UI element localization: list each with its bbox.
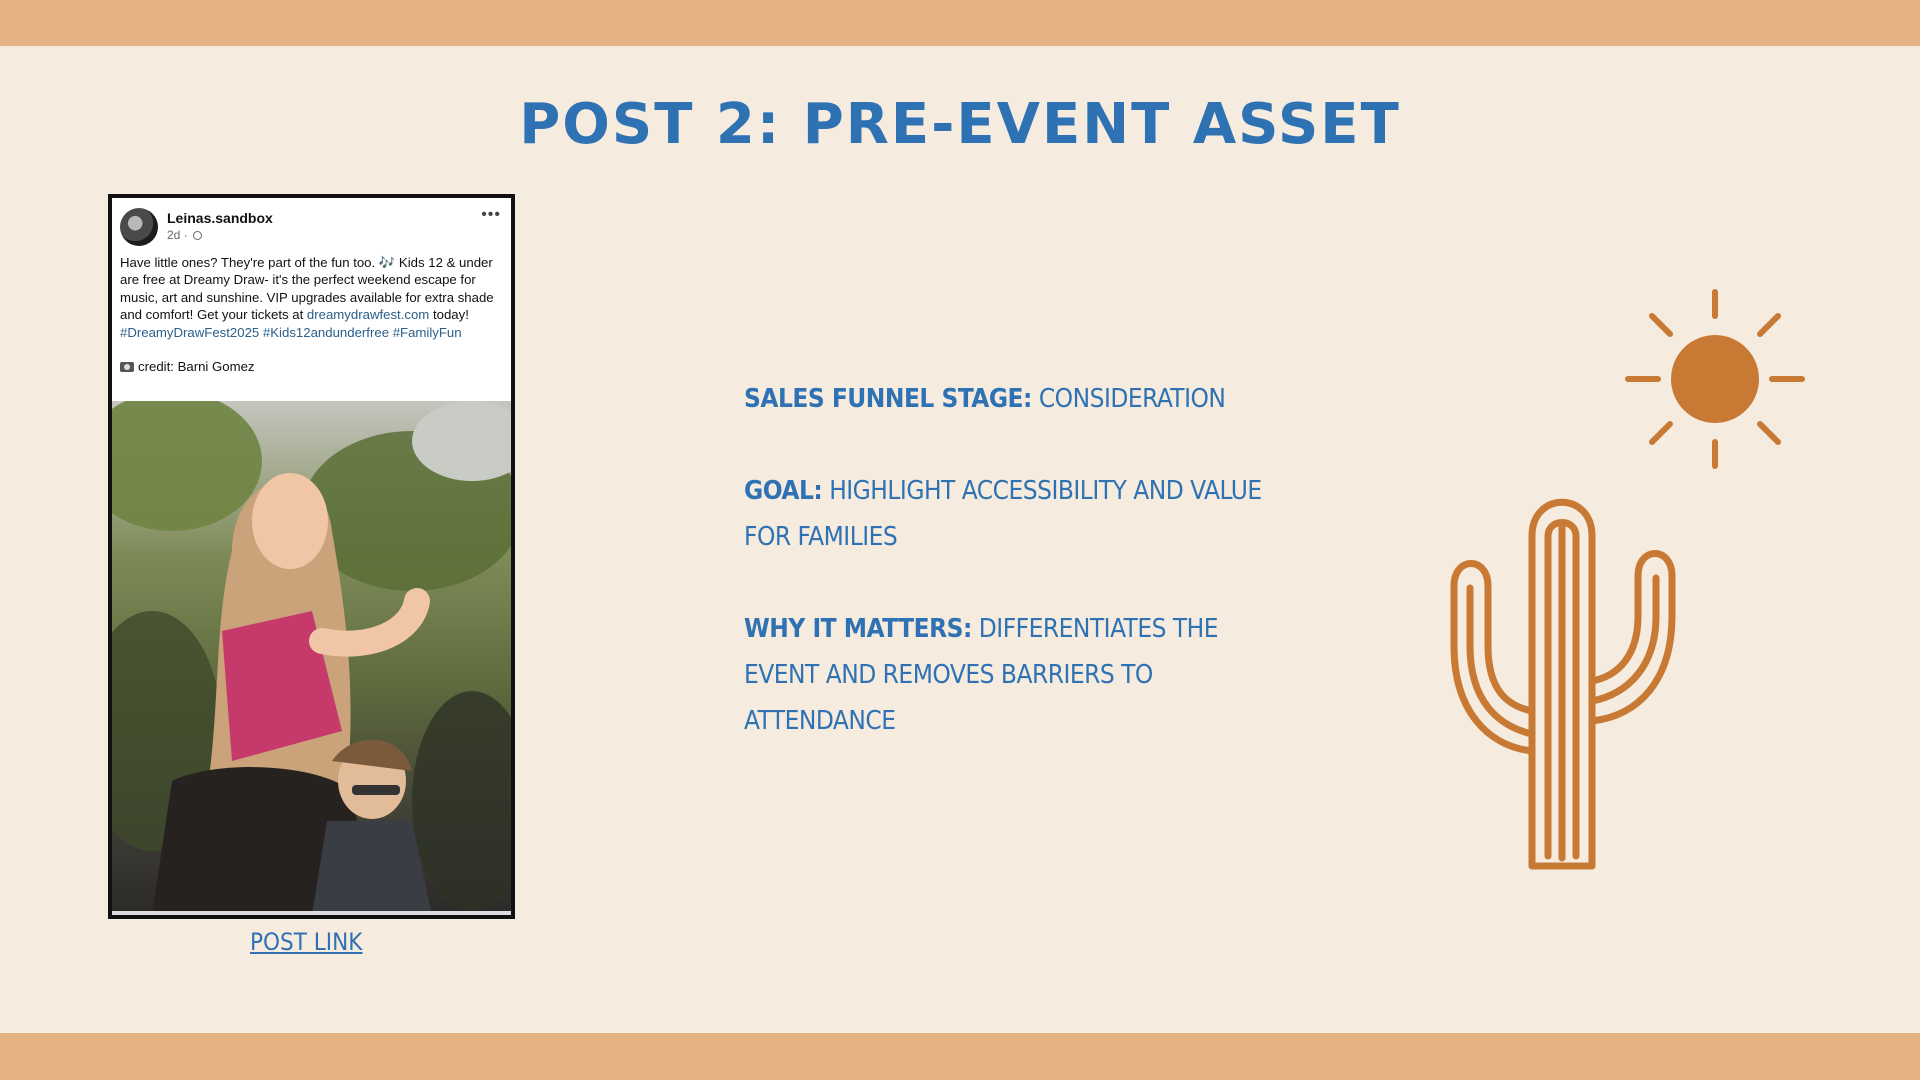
cactus-icon [1448, 496, 1678, 870]
post-username[interactable]: Leinas.sandbox [167, 210, 273, 226]
sales-funnel-stage-value: CONSIDERATION [1038, 384, 1226, 414]
credit-text: credit: Barni Gomez [138, 359, 255, 375]
caption-text: Have little ones? They're part of the fun too. 🎶 Kids 12 & under are free at Dreamy Draw- it's the perfect weekend escape for music, art and sunshine. VIP upgrades available for extra shade and comfort! Get your tickets at [120, 255, 494, 323]
post-time: 2d · [167, 228, 188, 242]
photo-progress-bar [112, 911, 511, 915]
caption-text-end: today! [429, 307, 469, 323]
post-credit [120, 358, 510, 375]
why-it-matters [744, 606, 1284, 744]
top-band [0, 0, 1920, 46]
post-header [120, 206, 505, 246]
why-it-matters-value: DIFFERENTIATES THE EVENT AND REMOVES BARRIERS TO ATTENDANCE [744, 614, 1219, 736]
avatar[interactable] [120, 208, 158, 246]
caption-link[interactable]: dreamydrawfest.com [306, 307, 430, 323]
post-details [744, 376, 1284, 790]
sun-icon [1624, 288, 1806, 470]
post-link[interactable]: POST LINK [250, 928, 363, 956]
sales-funnel-stage-label: SALES FUNNEL STAGE: [744, 384, 1032, 414]
goal-label: GOAL: [744, 476, 823, 506]
camera-icon [120, 362, 134, 372]
sales-funnel-stage [744, 376, 1284, 422]
why-it-matters-label: WHY IT MATTERS: [744, 614, 972, 644]
social-post-card [108, 194, 515, 919]
photo-illustration [112, 401, 511, 915]
goal-value: HIGHLIGHT ACCESSIBILITY AND VALUE FOR FAMILIES [744, 476, 1262, 552]
post-caption [120, 254, 510, 375]
slide-title: POST 2: PRE-EVENT ASSET [519, 92, 1401, 157]
bottom-band [0, 1033, 1920, 1080]
more-icon[interactable]: ••• [481, 206, 501, 223]
post-meta [167, 228, 202, 242]
post-photo[interactable] [112, 401, 511, 915]
goal [744, 468, 1284, 560]
globe-icon [193, 231, 202, 240]
post-hashtags[interactable]: #DreamyDrawFest2025 #Kids12andunderfree #FamilyFun [120, 324, 462, 340]
